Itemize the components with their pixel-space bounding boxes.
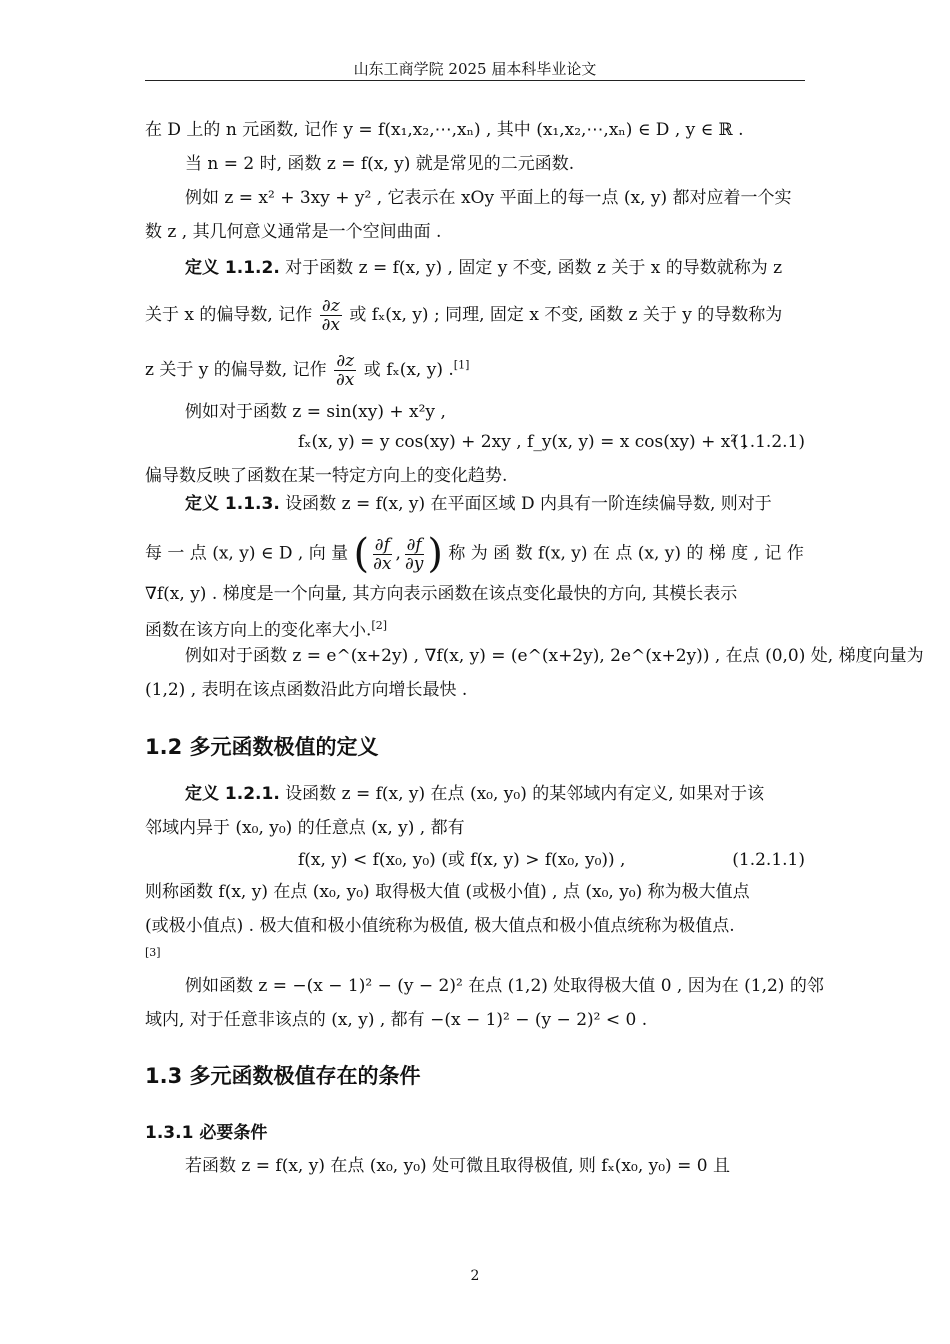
text-line: (1,2) , 表明在该点函数沿此方向增长最快 .: [145, 680, 468, 700]
text-segment: 或 fₓ(x, y) .: [358, 360, 454, 380]
text-segment: 每 一 点 (x, y) ∈ D , 向 量: [145, 543, 349, 564]
left-paren: (: [353, 531, 370, 577]
fraction: [403, 536, 425, 573]
text-line: [145, 297, 805, 334]
text-line: 则称函数 f(x, y) 在点 (x₀, y₀) 取得极大值 (或极小值) , 点 (x₀, y₀) 称为极大值点: [145, 882, 750, 902]
equation-number: (1.1.2.1): [732, 432, 805, 452]
fraction: [320, 297, 342, 334]
text-segment: z 关于 y 的偏导数, 记作: [145, 360, 327, 380]
text-line: [145, 614, 805, 643]
fraction-numerator: ∂f: [406, 534, 422, 555]
text-line: 域内, 对于任意非该点的 (x, y) , 都有 −(x − 1)² − (y − 2)² < 0 .: [145, 1010, 648, 1030]
text-line: 邻域内异于 (x₀, y₀) 的任意点 (x, y) , 都有: [145, 818, 465, 838]
fraction-numerator: ∂z: [321, 296, 340, 316]
right-paren: ): [427, 531, 443, 577]
page-number: 2: [470, 1268, 480, 1284]
subsection-heading-1-3-1: 1.3.1 必要条件: [145, 1123, 268, 1143]
definition-label: 定义 1.2.1.: [185, 784, 280, 804]
fraction-numerator: ∂f: [374, 534, 390, 555]
fraction-denominator: ∂x: [373, 553, 392, 574]
text-line: 若函数 z = f(x, y) 在点 (x₀, y₀) 处可微且取得极值, 则 fₓ(x₀, y₀) = 0 且: [185, 1156, 730, 1176]
text-segment: 或 fₓ(x, y) ; 同理, 固定 x 不变, 函数 z 关于 y 的导数称为: [344, 305, 783, 325]
equation: fₓ(x, y) = y cos(xy) + 2xy , f_y(x, y) = x cos(xy) + x² ,: [298, 432, 748, 452]
text-segment: 函数在该方向上的变化率大小.: [145, 620, 372, 641]
text-line: 在 D 上的 n 元函数, 记作 y = f(x₁,x₂,⋯,xₙ) , 其中 (x₁,x₂,⋯,xₙ) ∈ D , y ∈ ℝ .: [145, 120, 744, 140]
header-rule: [145, 80, 805, 81]
definition-1-2-1: [185, 782, 805, 806]
fraction-denominator: ∂x: [321, 315, 340, 335]
equation: f(x, y) < f(x₀, y₀) (或 f(x, y) > f(x₀, y₀)) ,: [298, 850, 626, 870]
text-line: 例如对于函数 z = sin(xy) + x²y ,: [185, 402, 446, 422]
fraction-denominator: ∂x: [336, 370, 355, 390]
definition-label: 定义 1.1.3.: [185, 494, 280, 514]
text-line: 例如对于函数 z = e^(x+2y) , ∇f(x, y) = (e^(x+2y), 2e^(x+2y)) , 在点 (0,0) 处, 梯度向量为: [185, 646, 924, 666]
text-line: 每 一 点 (x, y) ∈ D , 向 量 ( $\frac{\partial f}{\partial x}$ , $\frac{\partial f}{\partial y}$ ) 称 为 函 数 f(x, y) 在 点 (x, y) 的 梯 度 , 记 作: [145, 531, 804, 577]
definition-text: 设函数 z = f(x, y) 在点 (x₀, y₀) 的某邻域内有定义, 如果对于该: [279, 784, 765, 804]
text-line: 例如 z = x² + 3xy + y² , 它表示在 xOy 平面上的每一点 (x, y) 都对应着一个实: [185, 188, 792, 208]
section-heading-1-3: 1.3 多元函数极值存在的条件: [145, 1064, 421, 1088]
text-line: ∇f(x, y) . 梯度是一个向量, 其方向表示函数在该点变化最快的方向, 其模长表示: [145, 584, 738, 604]
definition-text: 设函数 z = f(x, y) 在平面区域 D 内具有一阶连续偏导数, 则对于: [279, 494, 772, 514]
text-line: 当 n = 2 时, 函数 z = f(x, y) 就是常见的二元函数.: [185, 154, 575, 174]
text-line: [145, 352, 805, 389]
section-heading-1-2: 1.2 多元函数极值的定义: [145, 735, 379, 759]
text-segment: 关于 x 的偏导数, 记作: [145, 305, 313, 325]
fraction-numerator: ∂z: [336, 351, 355, 371]
citation: [1]: [453, 358, 470, 372]
citation: [3]: [145, 946, 161, 959]
text-line: 例如函数 z = −(x − 1)² − (y − 2)² 在点 (1,2) 处取得极大值 0 , 因为在 (1,2) 的邻: [185, 976, 824, 996]
text-segment: 称 为 函 数 f(x, y) 在 点 (x, y) 的 梯 度 , 记 作: [442, 543, 804, 564]
text-line: (或极小值点) . 极大值和极小值统称为极值, 极大值点和极小值点统称为极值点.: [145, 916, 735, 936]
definition-1-1-2: [185, 256, 805, 280]
equation-number: (1.2.1.1): [732, 850, 805, 870]
fraction-denominator: ∂y: [404, 553, 424, 574]
fraction: [334, 352, 356, 389]
definition-label: 定义 1.1.2.: [185, 258, 280, 278]
page-header: 山东工商学院 2025 届本科毕业论文: [353, 60, 597, 78]
text-line: 数 z , 其几何意义通常是一个空间曲面 .: [145, 222, 442, 242]
text-line: 偏导数反映了函数在某一特定方向上的变化趋势.: [145, 466, 508, 486]
definition-1-1-3: [185, 492, 805, 516]
fraction: [371, 536, 393, 573]
citation: [2]: [371, 619, 387, 632]
definition-text: 对于函数 z = f(x, y) , 固定 y 不变, 函数 z 关于 x 的导数就称为 z: [279, 258, 783, 278]
